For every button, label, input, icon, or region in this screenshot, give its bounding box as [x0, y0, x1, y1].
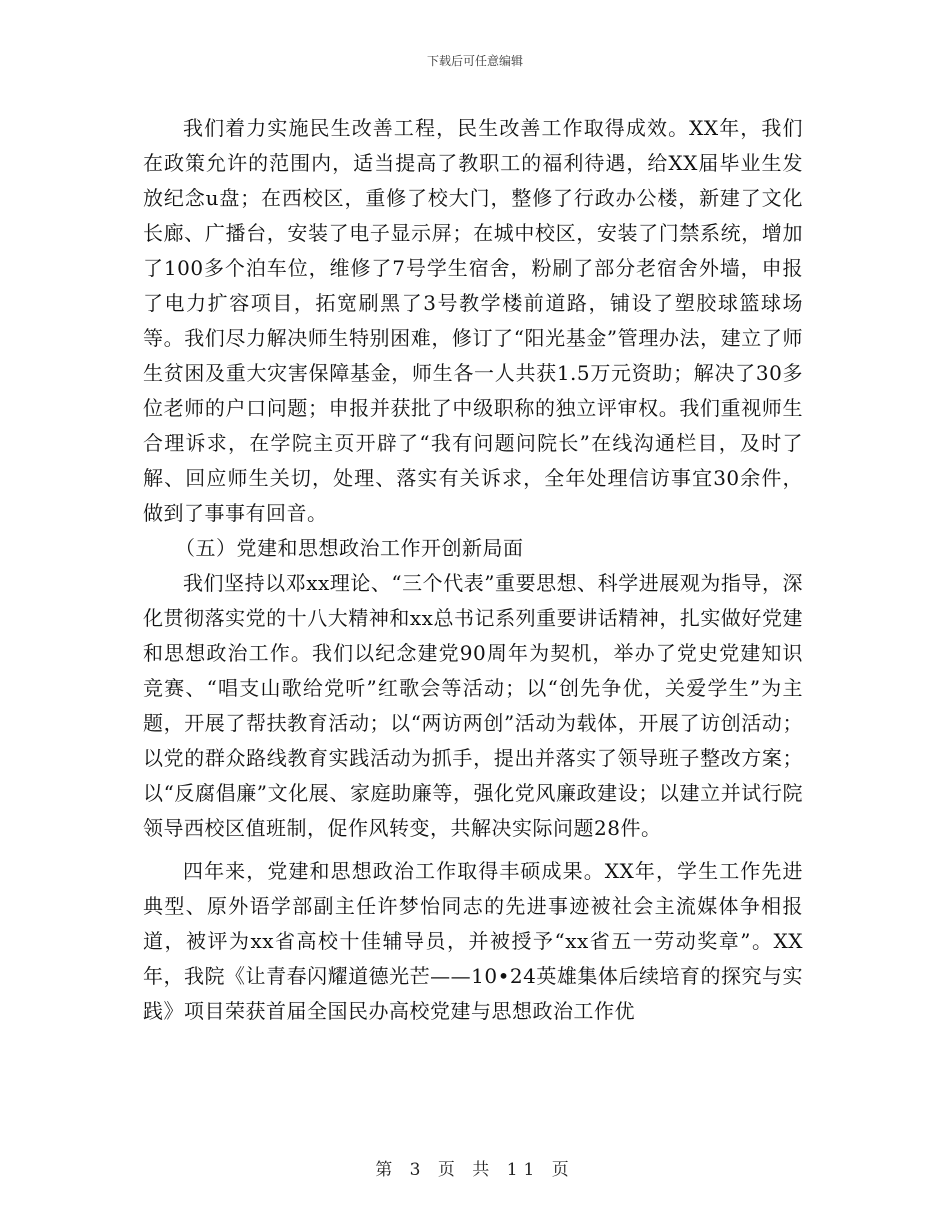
document-body [143, 111, 803, 1029]
page-header: 下载后可任意编辑 [426, 54, 523, 68]
paragraph-livelihood: 我们着力实施民生改善工程，民生改善工作取得成效。XX年，我们在政策允许的范围内，适当提高了教职工的福利待遇，给XX届毕业生发放纪念u盘；在西校区，重修了校大门，整修了行政办公楼，新建了文化长廊、广播台，安装了电子显示屏；在城中校区，安装了门禁系统，增加了100多个泊车位，维修了7号学生宿舍，粉刷了部分老宿舍外墙，申报了电力扩容项目，拓宽刷黑了3号教学楼前道路，铺设了塑胶球篮球场等。我们尽力解决师生特别困难，修订了“阳光基金”管理办法，建立了师生贫困及重大灾害保障基金，师生各一人共获1.5万元资助；解决了30多位老师的户口问题；申报并获批了中级职称的独立评审权。我们重视师生合理诉求，在学院主页开辟了“我有问题问院长”在线沟通栏目，及时了解、回应师生关切，处理、落实有关诉求，全年处理信访事宜30余件，做到了事事有回音。 [143, 116, 803, 525]
section-heading-5: （五）党建和思想政治工作开创新局面 [175, 536, 524, 560]
paragraph-achievements: 四年来，党建和思想政治工作取得丰硕成果。XX年，学生工作先进典型、原外语学部副主任许梦怡同志的先进事迹被社会主流媒体争相报道，被评为xx省高校十佳辅导员，并被授予“xx省五一劳动奖章”。XX年，我院《让青春闪耀道德光芒——10•24英雄集体后续培育的探究与实践》项目荣获首届全国民办高校党建与思想政治工作优 [143, 859, 803, 1023]
page-footer: 第 3 页 共 11 页 [375, 1160, 575, 1180]
paragraph-party-building: 我们坚持以邓xx理论、“三个代表”重要思想、科学进展观为指导，深化贯彻落实党的十八大精神和xx总书记系列重要讲话精神，扎实做好党建和思想政治工作。我们以纪念建党90周年为契机，举办了党史党建知识竞赛、“唱支山歌给党听”红歌会等活动；以“创先争优，关爱学生”为主题，开展了帮扶教育活动；以“两访两创”活动为载体，开展了访创活动；以党的群众路线教育实践活动为抓手，提出并落实了领导班子整改方案；以“反腐倡廉”文化展、家庭助廉等，强化党风廉政建设；以建立并试行院领导西校区值班制，促作风转变，共解决实际问题28件。 [143, 571, 803, 840]
